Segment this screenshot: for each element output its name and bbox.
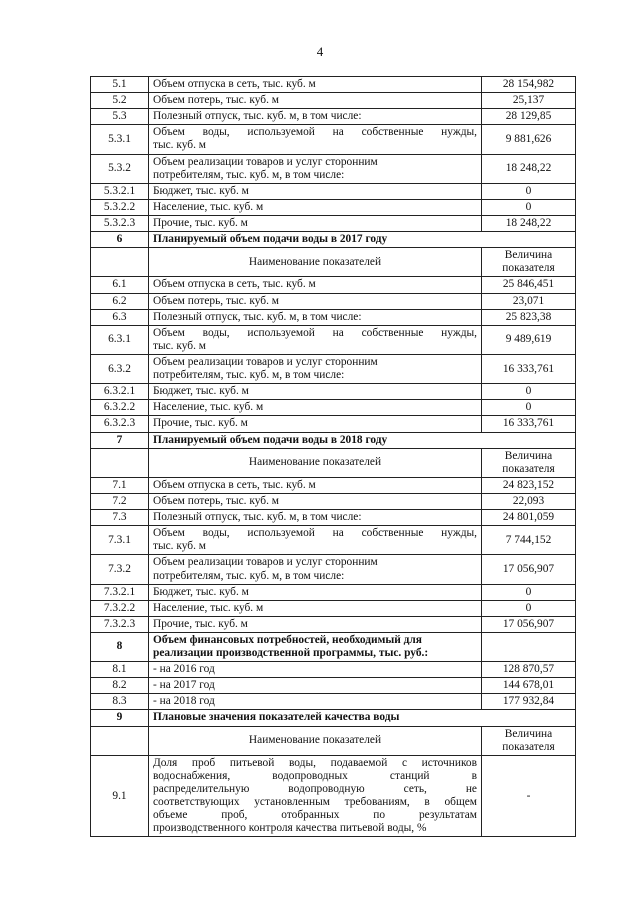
row-number: 6.3.2.3 [91, 416, 149, 432]
table-row [91, 183, 576, 199]
row-number: 7.1 [91, 477, 149, 493]
row-name: Население, тыс. куб. м [149, 400, 482, 416]
row-name-line: Объем воды, используемой на собственные нужды, [153, 527, 477, 540]
row-name [149, 755, 482, 837]
row-number: 5.3.2.1 [91, 183, 149, 199]
table-row [91, 510, 576, 526]
row-name-line: соответствующих установленным требованиям, в общем [153, 796, 477, 809]
table-row [91, 584, 576, 600]
header-empty-cell [91, 248, 149, 277]
row-name-line: потребителям, тыс. куб. м, в том числе: [153, 569, 345, 582]
row-number: 7.3.1 [91, 526, 149, 555]
table-row [91, 125, 576, 154]
table-row [91, 293, 576, 309]
row-value: 7 744,152 [482, 526, 576, 555]
row-number: 8.1 [91, 662, 149, 678]
row-value: 25,137 [482, 93, 576, 109]
row-value: 24 823,152 [482, 477, 576, 493]
table-row [91, 400, 576, 416]
table-row [91, 662, 576, 678]
table-row [91, 600, 576, 616]
row-value: 144 678,01 [482, 678, 576, 694]
table-row [91, 493, 576, 509]
table-row [91, 93, 576, 109]
row-number: 8.3 [91, 694, 149, 710]
row-value: 0 [482, 400, 576, 416]
table-row [91, 526, 576, 555]
header-value: Величина показателя [482, 248, 576, 277]
row-value: 22,093 [482, 493, 576, 509]
row-name: Полезный отпуск, тыс. куб. м, в том числе: [149, 309, 482, 325]
row-value: 16 333,761 [482, 416, 576, 432]
table-row [91, 77, 576, 93]
row-value: 18 248,22 [482, 154, 576, 183]
row-number: 7.3.2.3 [91, 616, 149, 632]
row-number: 5.1 [91, 77, 149, 93]
row-name: Объем потерь, тыс. куб. м [149, 93, 482, 109]
row-value: 16 333,761 [482, 354, 576, 383]
table-row [91, 325, 576, 354]
row-value: 23,071 [482, 293, 576, 309]
header-value: Величина показателя [482, 726, 576, 755]
section-number: 8 [91, 632, 149, 661]
table-row [91, 555, 576, 584]
row-number: 5.3 [91, 109, 149, 125]
row-name-line: Объем реализации товаров и услуг сторонним [153, 355, 378, 368]
row-value: 177 932,84 [482, 694, 576, 710]
row-name-line: распределительную водопроводную сеть, не [153, 783, 477, 796]
row-name [149, 325, 482, 354]
row-number: 6.3.1 [91, 325, 149, 354]
row-number: 9.1 [91, 755, 149, 837]
section-title [149, 632, 482, 661]
table-row [91, 277, 576, 293]
section-header-6 [91, 232, 576, 248]
row-value: 0 [482, 183, 576, 199]
row-value: 0 [482, 199, 576, 215]
column-header-row [91, 248, 576, 277]
row-name: Прочие, тыс. куб. м [149, 616, 482, 632]
row-name: Население, тыс. куб. м [149, 600, 482, 616]
row-value: 9 489,619 [482, 325, 576, 354]
page-number: 4 [316, 44, 324, 59]
row-name-line: Объем воды, используемой на собственные нужды, [153, 326, 477, 339]
row-number: 5.3.1 [91, 125, 149, 154]
section-title: Плановые значения показателей качества воды [149, 710, 576, 726]
section-title: Планируемый объем подачи воды в 2018 году [149, 432, 576, 448]
table-row [91, 309, 576, 325]
row-number: 5.3.2.3 [91, 215, 149, 231]
row-name: - на 2016 год [149, 662, 482, 678]
table-row [91, 215, 576, 231]
row-name-line: тыс. куб. м [153, 540, 206, 553]
row-number: 7.3.2.2 [91, 600, 149, 616]
row-number: 7.3.2 [91, 555, 149, 584]
row-name-line: потребителям, тыс. куб. м, в том числе: [153, 168, 345, 181]
header-name: Наименование показателей [149, 248, 482, 277]
row-name-line: Объем воды, используемой на собственные нужды, [153, 126, 477, 139]
row-name: Объем потерь, тыс. куб. м [149, 293, 482, 309]
section-title-line: реализации производственной программы, тыс. руб.: [153, 647, 429, 660]
row-name: Объем отпуска в сеть, тыс. куб. м [149, 477, 482, 493]
row-name-line: Объем реализации товаров и услуг сторонним [153, 556, 378, 569]
row-name: Объем отпуска в сеть, тыс. куб. м [149, 77, 482, 93]
row-name: - на 2017 год [149, 678, 482, 694]
row-name-line: Объем реализации товаров и услуг сторонним [153, 155, 378, 168]
table-row [91, 109, 576, 125]
row-name: Население, тыс. куб. м [149, 199, 482, 215]
row-value: 24 801,059 [482, 510, 576, 526]
row-name: Объем отпуска в сеть, тыс. куб. м [149, 277, 482, 293]
row-value: 17 056,907 [482, 555, 576, 584]
section-number: 7 [91, 432, 149, 448]
row-number: 7.3 [91, 510, 149, 526]
row-name: Полезный отпуск, тыс. куб. м, в том числе: [149, 109, 482, 125]
table-row [91, 477, 576, 493]
header-value: Величина показателя [482, 448, 576, 477]
table-row [91, 616, 576, 632]
section-number: 6 [91, 232, 149, 248]
table-row [91, 154, 576, 183]
row-number: 7.3.2.1 [91, 584, 149, 600]
row-number: 5.3.2 [91, 154, 149, 183]
row-name-line: производственного контроля качества питьевой воды, % [153, 822, 427, 835]
table-row [91, 384, 576, 400]
row-name: Прочие, тыс. куб. м [149, 416, 482, 432]
table-row [91, 416, 576, 432]
row-name-line: объеме проб, отобранных по результатам [153, 809, 477, 822]
row-value: 17 056,907 [482, 616, 576, 632]
header-empty-cell [91, 726, 149, 755]
row-number: 6.3.2.2 [91, 400, 149, 416]
header-name: Наименование показателей [149, 448, 482, 477]
row-name: Бюджет, тыс. куб. м [149, 584, 482, 600]
header-empty-cell [91, 448, 149, 477]
row-value: 28 154,982 [482, 77, 576, 93]
row-name: Бюджет, тыс. куб. м [149, 384, 482, 400]
row-number: 8.2 [91, 678, 149, 694]
row-value: 25 846,451 [482, 277, 576, 293]
section-header-8 [91, 632, 576, 661]
header-empty-cell [482, 632, 576, 661]
row-name-line: Доля проб питьевой воды, подаваемой с источников [153, 756, 477, 769]
row-value: 128 870,57 [482, 662, 576, 678]
table-row [91, 755, 576, 837]
row-name-line: потребителям, тыс. куб. м, в том числе: [153, 369, 345, 382]
row-value: 0 [482, 600, 576, 616]
header-name: Наименование показателей [149, 726, 482, 755]
row-name [149, 555, 482, 584]
table-row [91, 678, 576, 694]
row-name: Бюджет, тыс. куб. м [149, 183, 482, 199]
section-number: 9 [91, 710, 149, 726]
section-header-9 [91, 710, 576, 726]
row-number: 5.3.2.2 [91, 199, 149, 215]
row-value: 18 248,22 [482, 215, 576, 231]
row-value: 25 823,38 [482, 309, 576, 325]
section-title-line: Объем финансовых потребностей, необходимый для [153, 633, 422, 646]
row-number: 6.3.2.1 [91, 384, 149, 400]
row-name [149, 154, 482, 183]
column-header-row [91, 448, 576, 477]
row-number: 5.2 [91, 93, 149, 109]
indicators-table [90, 76, 576, 837]
row-number: 6.3.2 [91, 354, 149, 383]
row-value: 28 129,85 [482, 109, 576, 125]
row-name [149, 526, 482, 555]
row-name: Объем потерь, тыс. куб. м [149, 493, 482, 509]
row-value: 0 [482, 584, 576, 600]
row-number: 6.1 [91, 277, 149, 293]
section-header-7 [91, 432, 576, 448]
table-row [91, 199, 576, 215]
row-name [149, 125, 482, 154]
row-name: Прочие, тыс. куб. м [149, 215, 482, 231]
table-row [91, 694, 576, 710]
row-name-line: тыс. куб. м [153, 339, 206, 352]
section-title: Планируемый объем подачи воды в 2017 году [149, 232, 576, 248]
row-name: - на 2018 год [149, 694, 482, 710]
column-header-row [91, 726, 576, 755]
row-value: 0 [482, 384, 576, 400]
row-value: 9 881,626 [482, 125, 576, 154]
row-name-line: тыс. куб. м [153, 139, 206, 152]
row-number: 7.2 [91, 493, 149, 509]
row-name [149, 354, 482, 383]
row-number: 6.3 [91, 309, 149, 325]
row-name-line: водоснабжения, водопроводных станций в [153, 769, 477, 782]
row-name: Полезный отпуск, тыс. куб. м, в том числе: [149, 510, 482, 526]
row-value: - [482, 755, 576, 837]
row-number: 6.2 [91, 293, 149, 309]
table-row [91, 354, 576, 383]
